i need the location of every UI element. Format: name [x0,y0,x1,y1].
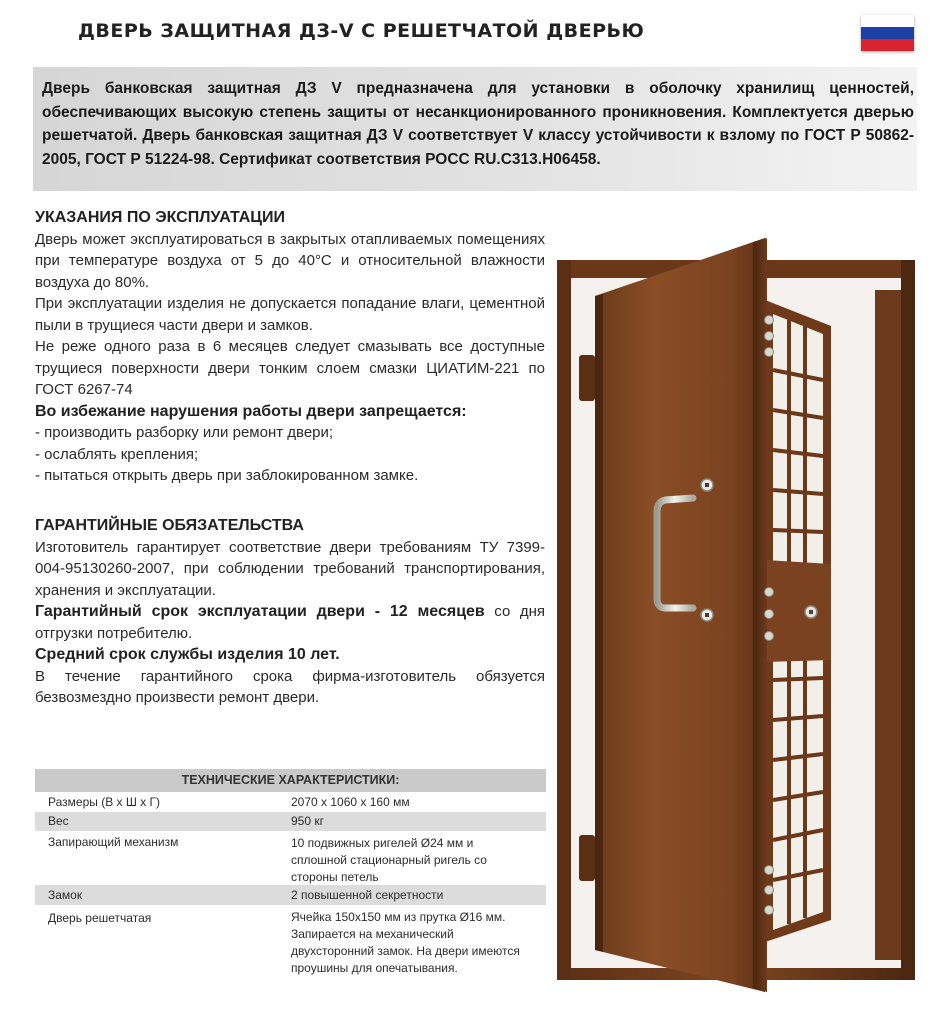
specs-table [35,769,546,975]
spec-value: 950 кг [291,814,324,828]
hinge-icon [579,355,595,401]
page-title: ДВЕРЬ ЗАЩИТНАЯ ДЗ-V С РЕШЕТЧАТОЙ ДВЕРЬЮ [78,20,645,42]
warranty-paragraph-2: В течение гарантийного срока фирма-изготовитель обязуется безвозмездно произвести ремонт двери. [35,667,545,706]
usage-paragraph-1: Дверь может эксплуатироваться в закрытых отапливаемых помещениях при температуре воздуха от 5 до 40°С и относительной влажности воздуха до 80%. [35,230,545,291]
warranty-term [35,601,545,644]
flag-stripe-white [861,15,914,27]
spec-value: 2070 х 1060 х 160 мм [291,795,410,809]
grille-door [765,300,831,942]
flag-stripe-red [861,39,914,51]
flag-stripe-blue [861,27,914,39]
warranty-term-bold: Гарантийный срок эксплуатации двери - 12 месяцев [35,603,485,620]
table-row [35,831,546,885]
intro-text: Дверь банковская защитная ДЗ V предназначена для установки в оболочку хранилищ ценностей, обеспечивающих высокую степень защиты от несанкционированного проникновения. Комплектуется дверью решетчатой. Дверь банковская защитная ДЗ V соответствует V классу устойчивости к взлому по ГОСТ Р 50862-2005, ГОСТ Р 51224-98. Сертификат соответствия РОСС RU.С313.Н06458. [42,80,914,168]
warranty-title: ГАРАНТИЙНЫЕ ОБЯЗАТЕЛЬСТВА [35,517,304,534]
spec-value: 10 подвижных ригелей Ø24 мм и сплошной стационарный ригель со стороны петель [291,836,487,884]
table-row [35,885,546,905]
table-row [35,792,546,812]
door-illustration [555,230,917,998]
usage-paragraph-3: Не реже одного раза в 6 месяцев следует смазывать все доступные трущиеся поверхности двери тонким слоем смазки ЦИАТИМ-221 по ГОСТ 6267-74 [35,338,545,398]
specs-title: ТЕХНИЧЕСКИЕ ХАРАКТЕРИСТИКИ: [35,769,546,792]
prohibited-title: Во избежание нарушения работы двери запрещается: [35,402,467,420]
usage-paragraph-2: При эксплуатации изделия не допускается попадание влаги, цементной пыли в трущиеся части двери и замков. [35,295,545,334]
prohibited-item: - производить разборку или ремонт двери; [35,424,334,441]
prohibited-item: - пытаться открыть дверь при заблокированном замке. [35,467,419,484]
spec-key: Замок [48,888,83,902]
spec-key: Запирающий механизм [48,835,179,849]
prohibited-item: - ослаблять крепления; [35,445,199,463]
table-row [35,905,546,975]
spec-value: 2 повышенной секретности [291,888,444,902]
spec-key: Размеры (В х Ш х Г) [48,795,161,809]
warranty-section [35,515,545,709]
spec-value: Ячейка 150х150 мм из прутка Ø16 мм. Запирается на механический двухсторонний замок. На двери имеются проушины для опечатывания. [291,910,520,975]
table-row [35,812,546,831]
usage-section [35,207,545,487]
usage-title: УКАЗАНИЯ ПО ЭКСПЛУАТАЦИИ [35,209,285,226]
warranty-paragraph-1: Изготовитель гарантирует соответствие двери требованиям ТУ 7399-004-95130260-2007, при соблюдении требований транспортирования, хранения и эксплуатации. [35,538,545,599]
hinge-icon [579,835,595,881]
service-life: Средний срок службы изделия 10 лет. [35,646,340,663]
spec-key: Вес [48,814,69,828]
russian-flag-icon [861,15,914,51]
spec-key: Дверь решетчатая [48,911,152,925]
warranty-term-rest: со дня отгрузки потребителю. [35,603,545,642]
main-door-leaf [579,238,774,992]
